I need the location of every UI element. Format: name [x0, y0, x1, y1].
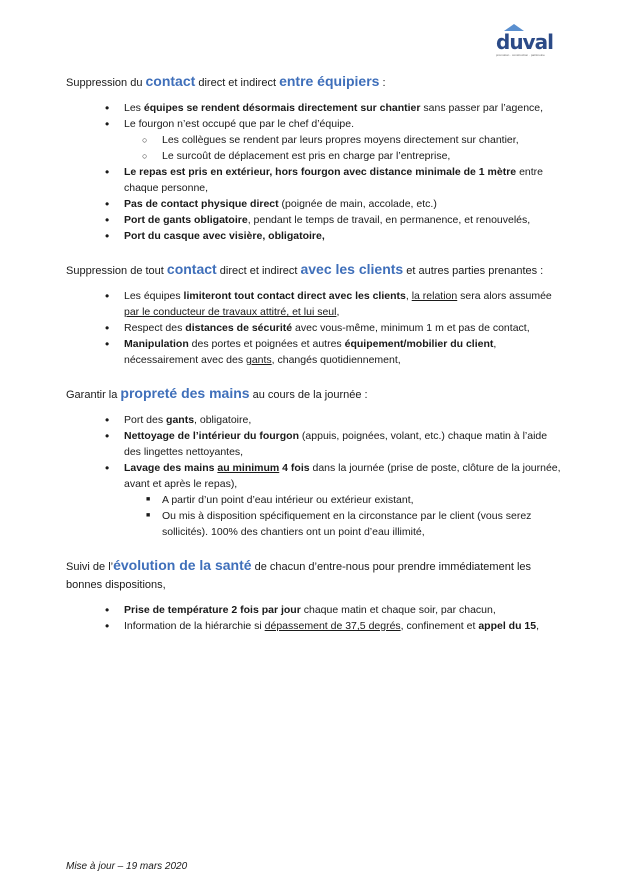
- list-item: • Manipulation des portes et poignées et autres équipement/mobilier du client, nécessairement avec des gants, changés quotidiennement,: [124, 336, 566, 368]
- sub-list-item: ■ A partir d’un point d’eau intérieur ou extérieur existant,: [162, 492, 566, 508]
- list-item: • Port de gants obligatoire, pendant le temps de travail, en permanence, et renouvelés,: [124, 212, 566, 228]
- list-item: • Pas de contact physique direct (poignée de main, accolade, etc.): [124, 196, 566, 212]
- section-heading: Suppression de tout contact direct et indirect avec les clients et autres parties prenantes :: [66, 261, 544, 277]
- section-mains: [66, 384, 566, 540]
- list-item: • Le repas est pris en extérieur, hors fourgon avec distance minimale de 1 mètre entre chaque personne,: [124, 164, 566, 196]
- section-clients: [66, 260, 566, 368]
- list-item: • Les équipes limiteront tout contact direct avec les clients, la relation sera alors assumée par le conducteur de travaux attitré, et lui seul,: [124, 288, 566, 320]
- list-item: • Information de la hiérarchie si dépassement de 37,5 degrés, confinement et appel du 15,: [124, 618, 566, 634]
- sub-list-item: ■ Ou mis à disposition spécifiquement en la circonstance par le client (vous serez sollicités). 100% des chantiers ont un point d’eau illimité,: [162, 508, 566, 540]
- list-item: • Respect des distances de sécurité avec vous-même, minimum 1 m et pas de contact,: [124, 320, 566, 336]
- section-equipiers: [66, 72, 566, 244]
- list-item: • Lavage des mains au minimum 4 fois dans la journée (prise de poste, clôture de la journée, avant et après le repas), ■ A partir d’un point d’eau intérieur ou extérieur existant, ■ Ou mis à disposition spécifiquement en la circonstance par le client (vous serez sollicités). 100% des chantiers ont un point d’eau illimité,: [124, 460, 566, 540]
- sub-list-item: ○ Les collègues se rendent par leurs propres moyens directement sur chantier,: [162, 132, 566, 148]
- section-sante: [66, 556, 566, 634]
- update-date-footer: Mise à jour – 19 mars 2020: [66, 861, 188, 872]
- document-body: [66, 72, 566, 650]
- list-item: • Prise de température 2 fois par jour chaque matin et chaque soir, par chacun,: [124, 602, 566, 618]
- section-heading: Suivi de l’évolution de la santé de chacun d’entre-nous pour prendre immédiatement les bonnes dispositions,: [66, 557, 531, 591]
- list-item: • Nettoyage de l’intérieur du fourgon (appuis, poignées, volant, etc.) chaque matin à l’aide des lingettes nettoyantes,: [124, 428, 566, 460]
- list-item: • Le fourgon n’est occupé que par le chef d’équipe. ○ Les collègues se rendent par leurs propres moyens directement sur chantier, ○ Le surcoût de déplacement est pris en charge par l’entreprise,: [124, 116, 566, 164]
- section-heading: Suppression du contact direct et indirect entre équipiers :: [66, 73, 386, 89]
- list-item: • Port des gants, obligatoire,: [124, 412, 566, 428]
- logo-tagline: promotion · construction · patrimoine: [496, 53, 545, 57]
- logo-wordmark: duval: [496, 30, 553, 54]
- sub-list-item: ○ Le surcoût de déplacement est pris en charge par l’entreprise,: [162, 148, 566, 164]
- list-item: • Les équipes se rendent désormais directement sur chantier sans passer par l’agence,: [124, 100, 566, 116]
- duval-logo: [496, 24, 556, 60]
- section-heading: Garantir la propreté des mains au cours de la journée :: [66, 385, 368, 401]
- list-item: • Port du casque avec visière, obligatoire,: [124, 228, 566, 244]
